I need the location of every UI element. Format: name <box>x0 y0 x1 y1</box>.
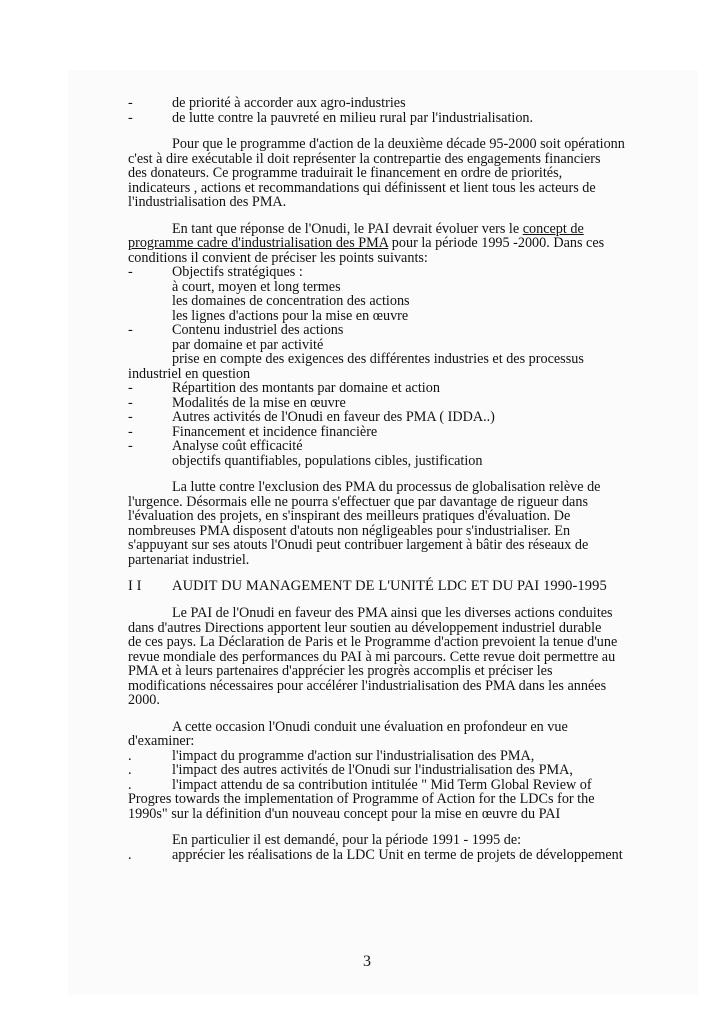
list-item-text: objectifs quantifiables, populations cibles, justification <box>172 452 483 469</box>
text-line: partenariat industriel. <box>128 551 250 568</box>
list-marker: . <box>128 747 132 764</box>
list-item-text: l'impact des autres activités de l'Onudi sur l'industrialisation des PMA, <box>172 762 573 778</box>
text-line: conditions il convient de préciser les points suivants: <box>128 249 428 266</box>
text-line: revue mondiale des performances du PAI à mi parcours. Cette revue doit permettre au <box>128 648 616 665</box>
list-marker: - <box>128 423 133 440</box>
text-line: nombreuses PMA disposent d'atouts non négligeables pour s'industrialiser. En <box>128 522 571 539</box>
list-item-text: apprécier les réalisations de la LDC Unit en terme de projets de développement <box>172 846 623 863</box>
section-heading <box>128 579 686 594</box>
list-marker: - <box>128 380 133 396</box>
list-marker: - <box>128 394 133 411</box>
list-item <box>128 749 686 764</box>
list-item <box>128 381 686 396</box>
list-item <box>128 309 686 324</box>
list-item-text: de lutte contre la pauvreté en milieu rural par l'industrialisation. <box>172 109 534 126</box>
list-item <box>128 338 686 353</box>
list-item <box>128 280 686 295</box>
underlined-text: programme cadre d'industrialisation des PMA <box>128 235 389 251</box>
list-item-text: Objectifs stratégiques : <box>172 264 303 280</box>
list-marker: - <box>128 409 133 425</box>
list-item-text: Financement et incidence financière <box>172 423 378 440</box>
list-item-text: les domaines de concentration des actions <box>172 293 410 309</box>
text-line: Le PAI de l'Onudi en faveur des PMA ainsi que les diverses actions conduites <box>172 605 613 621</box>
paragraph <box>128 222 686 266</box>
text-line: Pour que le programme d'action de la deuxième décade 95-2000 soit opérationn <box>172 136 625 152</box>
list-marker: . <box>128 776 132 793</box>
list-marker: . <box>128 846 132 863</box>
list-marker: - <box>128 322 133 338</box>
list-item-text: l'impact attendu de sa contribution intitulée " Mid Term Global Review of <box>172 776 592 793</box>
paragraph <box>128 720 686 749</box>
document-page <box>68 70 698 995</box>
text-line: d'examiner: <box>128 733 195 749</box>
list-item: - de priorité à accorder aux agro-industries <box>128 95 406 111</box>
paragraph <box>128 480 686 567</box>
list-item-text: Analyse coût efficacité <box>172 438 303 454</box>
list-item-text: l'impact du programme d'action sur l'industrialisation des PMA, <box>172 747 535 764</box>
text-line: La lutte contre l'exclusion des PMA du processus de globalisation relève de <box>172 479 601 495</box>
list-item-text: Répartition des montants par domaine et action <box>172 380 440 396</box>
text-line: dans d'autres Directions apportent leur soutien au développement industriel durable <box>128 619 602 636</box>
list-item <box>128 323 686 338</box>
list-item <box>128 425 686 440</box>
list-item: - de lutte contre la pauvreté en milieu rural par l'industrialisation. <box>128 109 534 126</box>
page-number: 3 <box>363 953 371 970</box>
text-line: En particulier il est demandé, pour la période 1991 - 1995 de: <box>172 832 522 848</box>
paragraph <box>128 137 686 210</box>
list-item <box>128 396 686 411</box>
list-marker <box>128 338 172 353</box>
list-marker: - <box>128 264 133 280</box>
list-item-text: à court, moyen et long termes <box>172 278 341 295</box>
list-item-text: de priorité à accorder aux agro-industries <box>172 95 406 111</box>
paragraph <box>128 606 686 708</box>
list-item-text: Contenu industriel des actions <box>172 322 344 338</box>
list-marker <box>128 309 172 324</box>
text-line: Progres towards the implementation of Programme of Action for the LDCs for the <box>128 791 595 807</box>
text-line: modifications nécessaires pour accélérer l'industrialisation des PMA dans les années <box>128 677 607 694</box>
list-marker <box>128 280 172 295</box>
text-line: 1990s" sur la définition d'un nouveau concept pour la mise en œuvre du PAI <box>128 805 561 822</box>
list-item <box>128 352 686 367</box>
text-line: 2000. <box>128 692 160 708</box>
text-line: de ces pays. La Déclaration de Paris et le Programme d'action prevoient la tenue d'une <box>128 634 618 650</box>
list-item-text: Autres activités de l'Onudi en faveur des PMA ( IDDA..) <box>172 409 495 425</box>
list-item <box>128 763 686 778</box>
text-span: En tant que réponse de l'Onudi, le PAI devrait évoluer vers le <box>172 220 523 237</box>
underlined-text: concept de <box>522 220 584 237</box>
list-marker <box>128 352 172 367</box>
section-title: AUDIT DU MANAGEMENT DE L'UNITÉ LDC ET DU PAI 1990-1995 <box>172 578 607 594</box>
list-item <box>128 848 686 863</box>
paragraph <box>128 833 686 848</box>
list-marker <box>128 454 172 469</box>
text-line: des donateurs. Ce programme traduirait le financement en ordre de priorités, <box>128 165 563 181</box>
list-item <box>128 265 686 280</box>
list-item-text: par domaine et par activité <box>172 336 324 353</box>
text-line: A cette occasion l'Onudi conduit une évaluation en profondeur en vue <box>172 718 568 735</box>
text-span: pour la période 1995 -2000. Dans ces <box>388 235 605 251</box>
list-item <box>128 778 686 793</box>
list-marker <box>128 294 172 309</box>
text-line: l'urgence. Désormais elle ne pourra s'effectuer que par davantage de rigueur dans <box>128 493 588 510</box>
list-item <box>128 294 686 309</box>
list-item-text: Modalités de la mise en œuvre <box>172 394 346 411</box>
text-line: indicateurs , actions et recommandations qui définissent et lient tous les acteurs de <box>128 179 596 196</box>
list-item-text: les lignes d'actions pour la mise en œuvre <box>172 307 409 324</box>
list-item <box>128 410 686 425</box>
text-line <box>128 236 686 251</box>
text-line: l'industrialisation des PMA. <box>128 194 287 210</box>
list-item <box>128 454 686 469</box>
text-line <box>128 222 686 237</box>
text-line: PMA et à leurs partenaires d'apprécier les progrès accomplis et préciser les <box>128 663 553 679</box>
text-line: industriel en question <box>128 365 251 382</box>
text-line: c'est à dire exécutable il doit représenter la contrepartie des engagements financiers <box>128 150 601 167</box>
list-marker: . <box>128 762 132 778</box>
list-item <box>128 439 686 454</box>
list-item-text: prise en compte des exigences des différentes industries et des processus <box>172 351 584 367</box>
text-line: l'évaluation des projets, en s'inspirant des meilleurs pratiques d'évaluation. De <box>128 508 571 524</box>
list-marker: - <box>128 438 133 454</box>
page-body <box>128 96 686 862</box>
section-number: I I <box>128 578 142 594</box>
text-line: s'appuyant sur ses atouts l'Onudi peut contribuer largement à bâtir des réseaux de <box>128 537 589 553</box>
